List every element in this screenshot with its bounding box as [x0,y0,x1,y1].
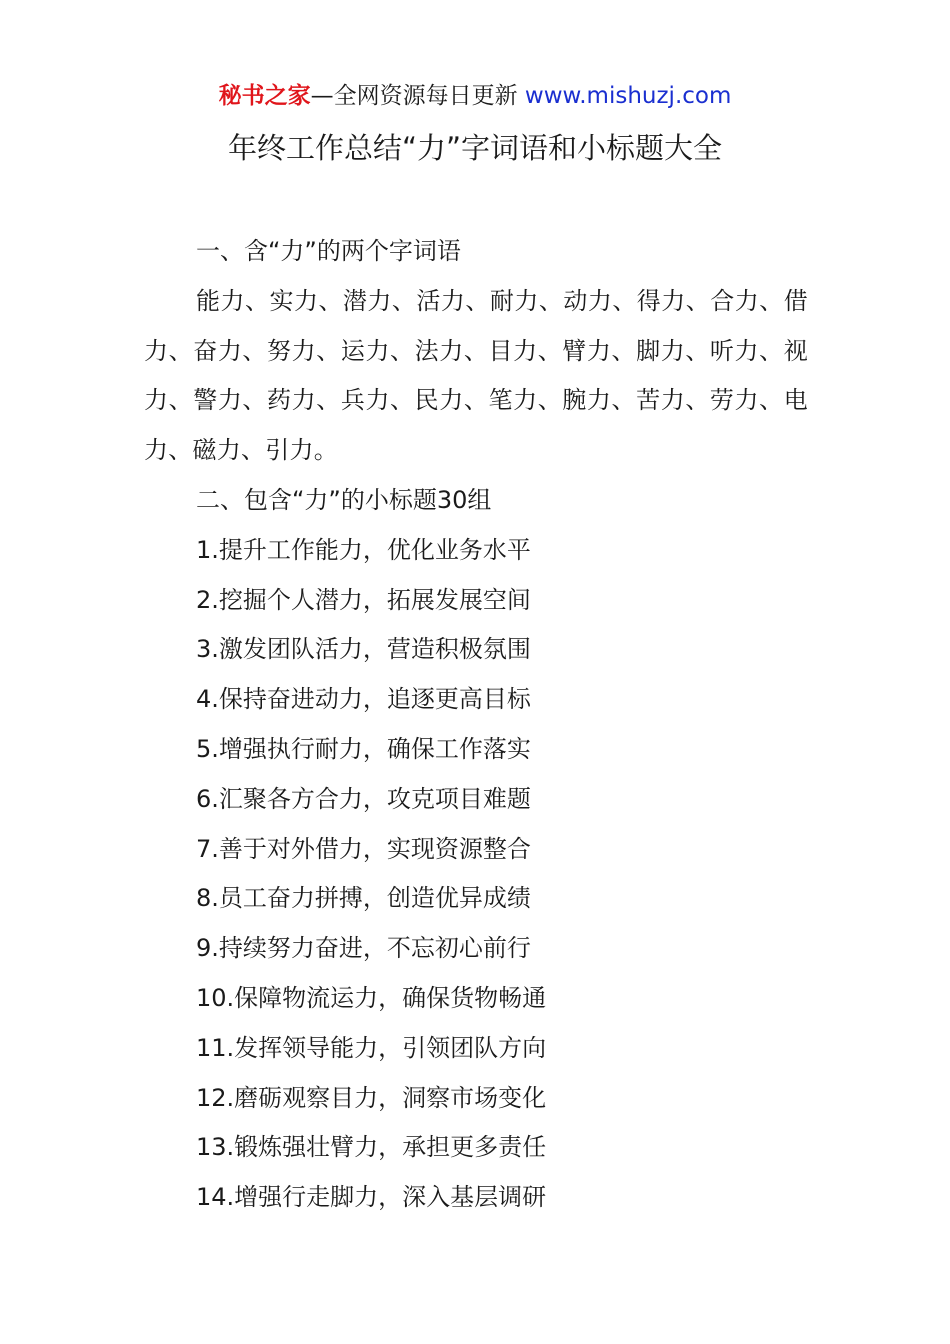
list-item: 13.锻炼强壮臂力，承担更多责任 [196,1133,547,1162]
site-tagline: —全网资源每日更新 [310,83,525,109]
document-title: 年终工作总结“力”字词语和小标题大全 [227,131,723,165]
site-header [0,80,950,112]
list-item: 10.保障物流运力，确保货物畅通 [196,983,547,1012]
list-item: 2.挖掘个人潜力，拓展发展空间 [196,585,531,614]
list-item: 9.持续努力奋进，不忘初心前行 [196,934,531,963]
site-brand: 秘书之家 [218,83,311,109]
words-paragraph: 能力、实力、潜力、活力、耐力、动力、得力、合力、借力、奋力、努力、运力、法力、目力、臂力、脚力、听力、视力、警力、药力、兵力、民力、笔力、腕力、苦力、劳力、电力、磁力、引力。 [144,286,808,465]
list-item: 12.磨砺观察目力，洞察市场变化 [196,1083,547,1112]
site-url-link[interactable]: www.mishuzj.com [524,83,732,109]
list-item: 8.员工奋力拼搏，创造优异成绩 [196,884,531,913]
list-item: 1.提升工作能力，优化业务水平 [196,535,531,564]
list-item: 11.发挥领导能力，引领团队方向 [196,1033,547,1062]
list-item: 7.善于对外借力，实现资源整合 [196,834,531,863]
section-heading-words: 一、含“力”的两个字词语 [196,237,461,265]
list-item: 3.激发团队活力，营造积极氛围 [196,635,531,664]
list-item: 4.保持奋进动力，追逐更高目标 [196,685,531,714]
list-item: 5.增强执行耐力，确保工作落实 [196,734,531,763]
list-item: 14.增强行走脚力，深入基层调研 [196,1183,547,1212]
section-heading-subtitles: 二、包含“力”的小标题30组 [196,485,492,514]
list-item: 6.汇聚各方合力，攻克项目难题 [196,784,531,813]
document-body [144,227,808,1223]
